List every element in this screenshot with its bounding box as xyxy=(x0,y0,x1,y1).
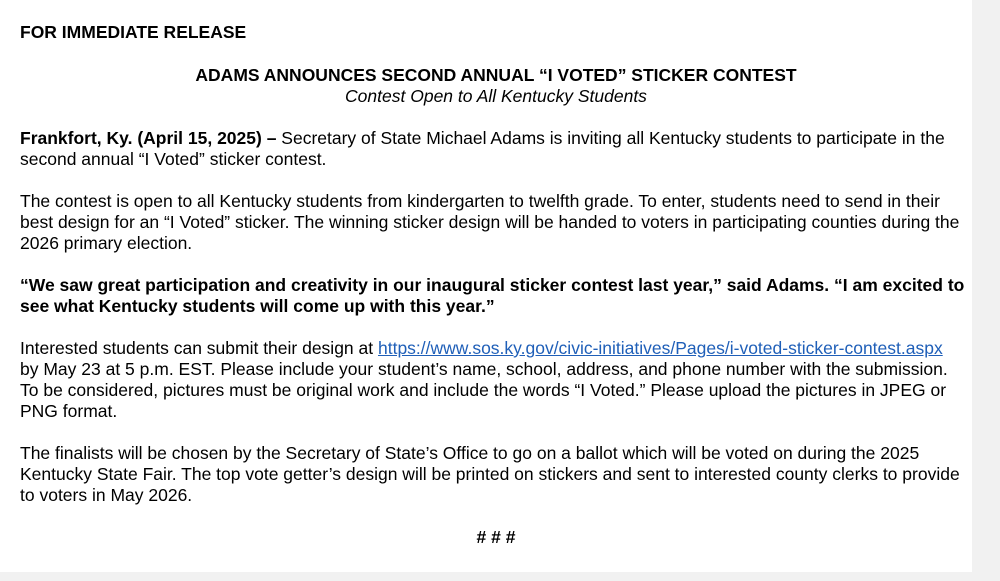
paragraph-intro xyxy=(20,128,965,170)
paragraph-contest-details: The contest is open to all Kentucky students from kindergarten to twelfth grade. To enter, students need to send in their best design for an “I Voted” sticker. The winning sticker design will be handed to voters in participating counties during the 2026 primary election. xyxy=(20,191,960,253)
submission-text-before: Interested students can submit their design at xyxy=(20,338,378,358)
paragraph-submission xyxy=(20,338,965,422)
dateline: Frankfort, Ky. (April 15, 2025) – xyxy=(20,128,277,148)
release-label: FOR IMMEDIATE RELEASE xyxy=(20,22,247,42)
end-mark: # # # xyxy=(476,527,516,547)
intro-text: Secretary of State Michael Adams is inviting all Kentucky students to participate in the second annual “I Voted” sticker contest. xyxy=(20,128,945,169)
contest-link[interactable]: https://www.sos.ky.gov/civic-initiatives/Pages/i-voted-sticker-contest.aspx xyxy=(377,338,943,358)
subheadline: Contest Open to All Kentucky Students xyxy=(345,86,647,106)
paragraph-finalists: The finalists will be chosen by the Secretary of State’s Office to go on a ballot which will be voted on during the 2025 Kentucky State Fair. The top vote getter’s design will be printed on stickers and sent to interested county clerks to provide to voters in May 2026. xyxy=(20,443,960,505)
submission-text-after: by May 23 at 5 p.m. EST. Please include your student’s name, school, address, and phone number with the submission. To be considered, pictures must be original work and include the words “I Voted.” Please upload the pictures in JPEG or PNG format. xyxy=(20,359,948,421)
headline: ADAMS ANNOUNCES SECOND ANNUAL “I VOTED” STICKER CONTEST xyxy=(195,65,797,85)
quote-paragraph: “We saw great participation and creativity in our inaugural sticker contest last year,” said Adams. “I am excited to see what Kentucky students will come up with this year.” xyxy=(20,275,965,316)
